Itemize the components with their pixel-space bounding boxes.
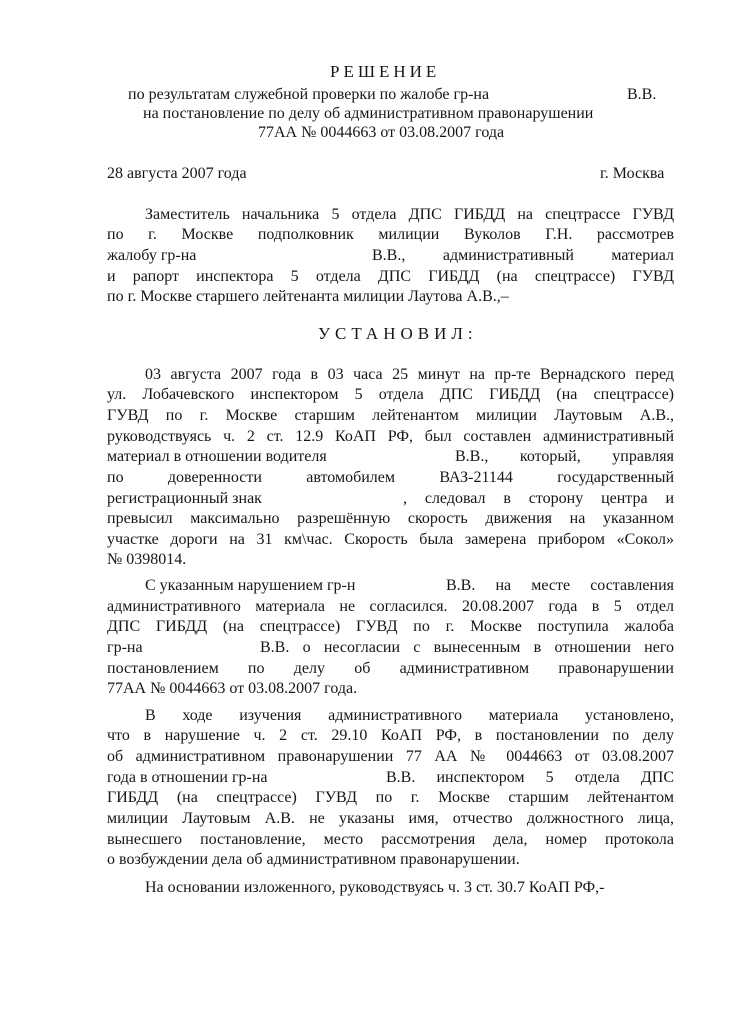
para1-line-5b: В.В., который, управляя bbox=[455, 448, 674, 465]
para2-line-1b: В.В. на месте составления bbox=[446, 577, 674, 594]
para2-line-4b: В.В. о несогласии с вынесенным в отношении него bbox=[260, 639, 674, 656]
para3-line-6: милиции Лаутовым А.В. не указаны имя, отчество должностного лица, bbox=[107, 810, 674, 827]
para1-line-6: по доверенности автомобилем ВАЗ-21144 государственный bbox=[107, 469, 674, 486]
para1-line-1: 03 августа 2007 года в 03 часа 25 минут на пр-те Вернадского перед bbox=[145, 366, 674, 383]
header-line-1-initials: В.В. bbox=[627, 86, 657, 103]
intro-line-3b: В.В., административный материал bbox=[372, 247, 674, 264]
intro-line-4: и рапорт инспектора 5 отдела ДПС ГИБДД (на спецтрассе) ГУВД bbox=[107, 268, 674, 285]
para1-line-8: превысил максимально разрешённую скорость движения на указанном bbox=[107, 510, 674, 527]
para3-line-5: ГИБДД (на спецтрассе) ГУВД по г. Москве старшим лейтенантом bbox=[107, 789, 674, 806]
document-title: РЕШЕНИЕ bbox=[330, 62, 441, 81]
para1-line-7a: регистрационный знак bbox=[107, 490, 262, 507]
intro-line-5: по г. Москве старшего лейтенанта милиции Лаутова А.В.,– bbox=[107, 288, 509, 305]
para3-line-2: что в нарушение ч. 2 ст. 29.10 КоАП РФ, в постановлении по делу bbox=[107, 727, 674, 744]
header-line-3: 77АА № 0044663 от 03.08.2007 года bbox=[258, 124, 505, 141]
closing-line: На основании изложенного, руководствуясь ч. 3 ст. 30.7 КоАП РФ,- bbox=[145, 879, 605, 896]
para3-line-3: об административном правонарушении 77 АА № 0044663 от 03.08.2007 bbox=[107, 748, 674, 765]
para3-line-4b: В.В. инспектором 5 отдела ДПС bbox=[386, 769, 674, 786]
para2-line-5: постановлением по делу об административном правонарушении bbox=[107, 660, 674, 677]
para3-line-4a: года в отношении гр-на bbox=[107, 769, 268, 786]
para2-line-2: административного материала не согласился. 20.08.2007 года в 5 отдел bbox=[107, 598, 674, 615]
intro-line-1: Заместитель начальника 5 отдела ДПС ГИБДД на спецтрассе ГУВД bbox=[145, 206, 674, 223]
document-place: г. Москва bbox=[600, 165, 665, 182]
para3-line-8: о возбуждении дела об административном правонарушении. bbox=[107, 851, 520, 868]
para1-line-5a: материал в отношении водителя bbox=[107, 448, 327, 465]
para1-line-7b: , следовал в сторону центра и bbox=[403, 490, 674, 507]
para2-line-1a: С указанным нарушением гр-н bbox=[145, 577, 356, 594]
para3-line-1: В ходе изучения административного материала установлено, bbox=[145, 707, 674, 724]
header-line-2: на постановление по делу об административном правонарушении bbox=[143, 105, 594, 122]
para1-line-4: руководствуясь ч. 2 ст. 12.9 КоАП РФ, был составлен административный bbox=[107, 428, 674, 445]
section-title: УСТАНОВИЛ: bbox=[318, 324, 478, 343]
para1-line-10: № 0398014. bbox=[107, 551, 187, 568]
para2-line-6: 77АА № 0044663 от 03.08.2007 года. bbox=[107, 680, 358, 697]
intro-line-2: по г. Москве подполковник милиции Вуколов Г.Н. рассмотрев bbox=[107, 226, 674, 243]
para2-line-4a: гр-на bbox=[107, 639, 143, 656]
intro-line-3a: жалобу гр-на bbox=[107, 247, 197, 264]
para3-line-7: вынесшего постановление, место рассмотрения дела, номер протокола bbox=[107, 831, 674, 848]
para1-line-2: ул. Лобачевского инспектором 5 отдела ДПС ГИБДД (на спецтрассе) bbox=[107, 386, 674, 403]
para1-line-9: участке дороги на 31 км\час. Скорость была замерена прибором «Сокол» bbox=[107, 531, 674, 548]
para2-line-3: ДПС ГИБДД (на спецтрассе) ГУВД по г. Москве поступила жалоба bbox=[107, 618, 674, 635]
para1-line-3: ГУВД по г. Москве старшим лейтенантом милиции Лаутовым А.В., bbox=[107, 407, 674, 424]
document-date: 28 августа 2007 года bbox=[107, 165, 247, 182]
header-line-1: по результатам служебной проверки по жалобе гр-на bbox=[128, 86, 490, 103]
